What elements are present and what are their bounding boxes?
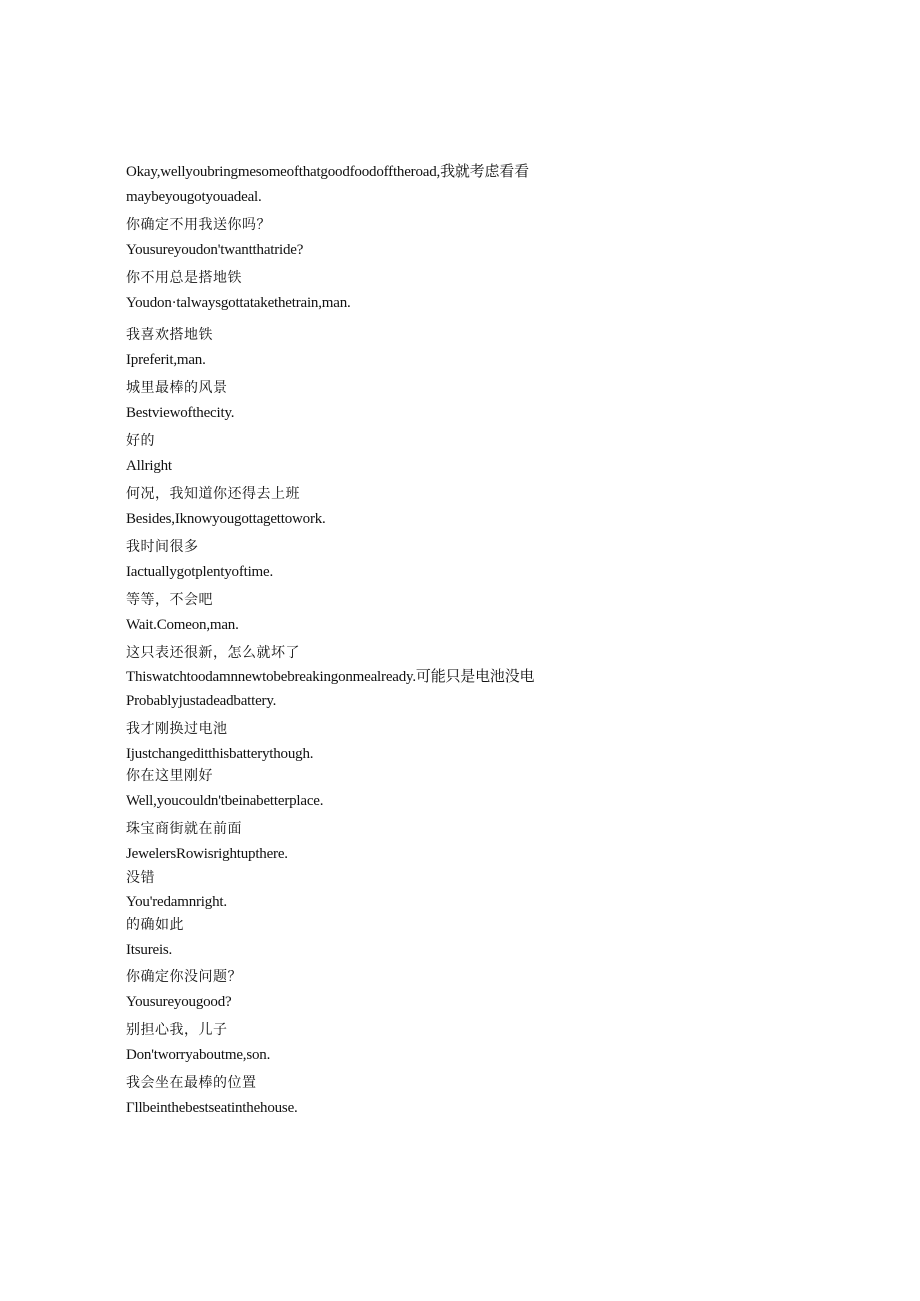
text-line: 你不用总是搭地铁 <box>126 270 242 286</box>
text-line: maybeyougotyouadeal. <box>126 189 262 205</box>
text-line: Besides,Iknowyougottagettowork. <box>126 511 326 527</box>
text-line: 我喜欢搭地铁 <box>126 327 213 343</box>
text-line: 你确定不用我送你吗？ <box>126 217 271 233</box>
text-line: 我会坐在最棒的位置 <box>126 1075 257 1091</box>
text-line: 没错 <box>126 870 155 886</box>
text-line: 我时间很多 <box>126 539 199 555</box>
text-line: 何况，我知道你还得去上班 <box>126 486 300 502</box>
text-line: Ijustchangeditthisbatterythough. <box>126 746 314 762</box>
text-line: 好的 <box>126 433 155 449</box>
text-line: Probablyjustadeadbattery. <box>126 693 277 709</box>
text-line: 别担心我，儿子 <box>126 1022 228 1038</box>
text-line: 我才刚换过电池 <box>126 721 228 737</box>
text-line: Ipreferit,man. <box>126 352 206 368</box>
text-line: Youdon·talwaysgottatakethetrain,man. <box>126 295 351 311</box>
subtitle-document <box>126 0 826 1301</box>
text-line: Bestviewofthecity. <box>126 405 235 421</box>
text-line: Don'tworryaboutme,son. <box>126 1047 271 1063</box>
text-line: Thiswatchtoodamnnewtobebreakingonmealready.可能只是电池没电 <box>126 669 535 685</box>
text-line: 等等，不会吧 <box>126 592 213 608</box>
text-line: 城里最棒的风景 <box>126 380 228 396</box>
text-line: Well,youcouldn'tbeinabetterplace. <box>126 793 324 809</box>
text-line: Yousureyougood? <box>126 994 232 1010</box>
text-line: 你确定你没问题？ <box>126 969 242 985</box>
text-line: Okay,wellyoubringmesomeofthatgoodfoodofftheroad,我就考虑看看 <box>126 164 529 180</box>
text-line: You'redamnright. <box>126 894 227 910</box>
text-line: 你在这里刚好 <box>126 768 213 784</box>
text-line: 的确如此 <box>126 917 184 933</box>
text-line: Wait.Comeon,man. <box>126 617 239 633</box>
text-line: Γllbeinthebestseatinthehouse. <box>126 1100 298 1116</box>
text-line: Yousureyoudon'twantthatride? <box>126 242 304 258</box>
text-line: 珠宝商街就在前面 <box>126 821 242 837</box>
text-line: Allright <box>126 458 172 474</box>
text-line: Iactuallygotplentyoftime. <box>126 564 274 580</box>
text-line: 这只表还很新，怎么就坏了 <box>126 645 300 661</box>
text-line: JewelersRowisrightupthere. <box>126 846 288 862</box>
text-line: Itsureis. <box>126 942 173 958</box>
